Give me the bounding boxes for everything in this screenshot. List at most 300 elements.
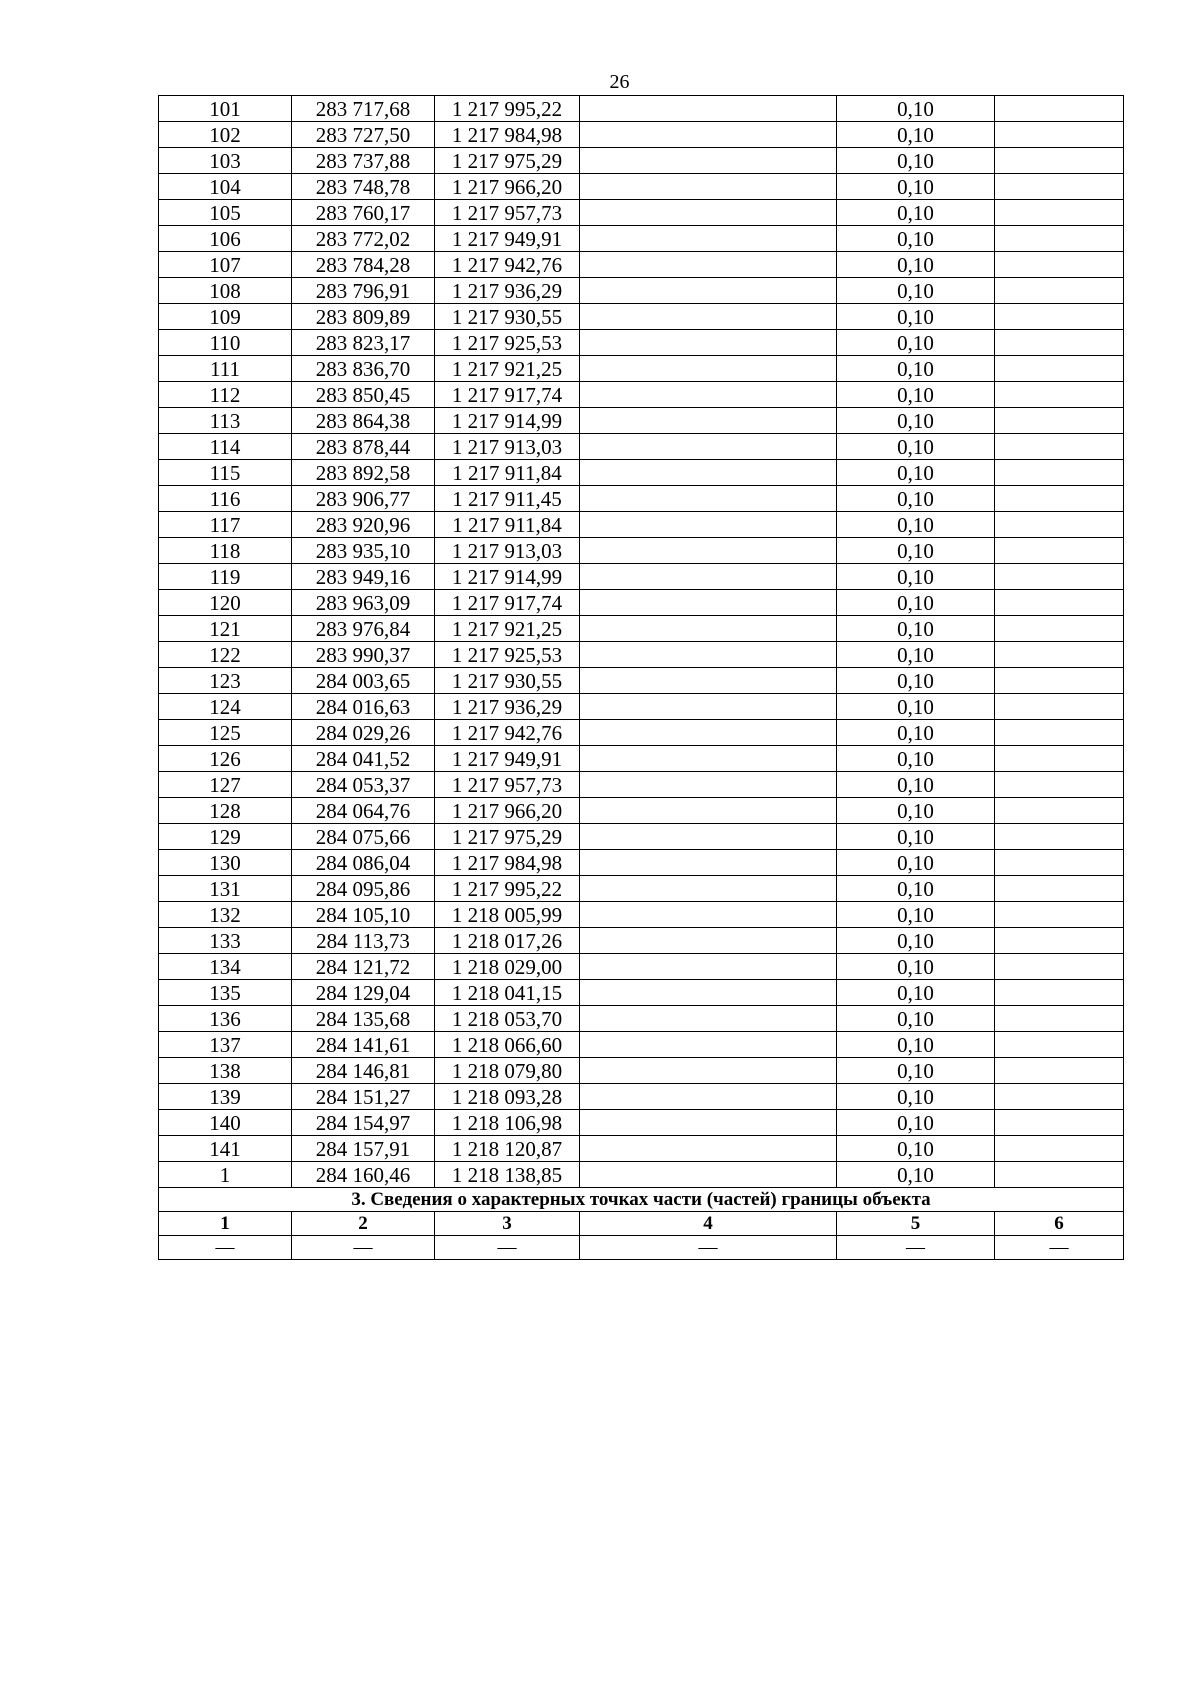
table-row <box>159 330 1124 356</box>
blank-cell <box>995 798 1124 824</box>
point-number-cell: 121 <box>159 616 292 642</box>
blank-cell <box>995 668 1124 694</box>
y-coordinate-cell: 1 217 911,45 <box>435 486 580 512</box>
x-coordinate-cell: 283 760,17 <box>292 200 435 226</box>
header-col-4: 4 <box>580 1212 837 1236</box>
y-coordinate-cell: 1 217 949,91 <box>435 746 580 772</box>
accuracy-cell: 0,10 <box>837 174 995 200</box>
point-number-cell: 138 <box>159 1058 292 1084</box>
blank-cell <box>995 486 1124 512</box>
accuracy-cell: 0,10 <box>837 772 995 798</box>
blank-cell <box>995 1136 1124 1162</box>
table-row <box>159 746 1124 772</box>
blank-cell <box>580 226 837 252</box>
header-col-5: 5 <box>837 1212 995 1236</box>
point-number-cell: 119 <box>159 564 292 590</box>
blank-cell <box>995 148 1124 174</box>
y-coordinate-cell: 1 217 942,76 <box>435 252 580 278</box>
table-row <box>159 980 1124 1006</box>
empty-cell: — <box>580 1236 837 1260</box>
accuracy-cell: 0,10 <box>837 590 995 616</box>
y-coordinate-cell: 1 218 106,98 <box>435 1110 580 1136</box>
blank-cell <box>995 954 1124 980</box>
accuracy-cell: 0,10 <box>837 538 995 564</box>
x-coordinate-cell: 284 129,04 <box>292 980 435 1006</box>
accuracy-cell: 0,10 <box>837 486 995 512</box>
accuracy-cell: 0,10 <box>837 382 995 408</box>
blank-cell <box>580 694 837 720</box>
x-coordinate-cell: 283 717,68 <box>292 96 435 122</box>
point-number-cell: 116 <box>159 486 292 512</box>
x-coordinate-cell: 284 064,76 <box>292 798 435 824</box>
point-number-cell: 134 <box>159 954 292 980</box>
y-coordinate-cell: 1 217 942,76 <box>435 720 580 746</box>
table-row <box>159 850 1124 876</box>
table-row <box>159 278 1124 304</box>
y-coordinate-cell: 1 218 017,26 <box>435 928 580 954</box>
point-number-cell: 102 <box>159 122 292 148</box>
table-row <box>159 434 1124 460</box>
x-coordinate-cell: 283 784,28 <box>292 252 435 278</box>
empty-cell: — <box>159 1236 292 1260</box>
table-row <box>159 772 1124 798</box>
section-3-header-row <box>159 1212 1124 1236</box>
y-coordinate-cell: 1 218 005,99 <box>435 902 580 928</box>
blank-cell <box>580 512 837 538</box>
point-number-cell: 126 <box>159 746 292 772</box>
point-number-cell: 107 <box>159 252 292 278</box>
y-coordinate-cell: 1 217 913,03 <box>435 434 580 460</box>
accuracy-cell: 0,10 <box>837 434 995 460</box>
accuracy-cell: 0,10 <box>837 200 995 226</box>
blank-cell <box>580 122 837 148</box>
table-row <box>159 616 1124 642</box>
accuracy-cell: 0,10 <box>837 1084 995 1110</box>
blank-cell <box>580 382 837 408</box>
table-row <box>159 122 1124 148</box>
point-number-cell: 117 <box>159 512 292 538</box>
x-coordinate-cell: 283 823,17 <box>292 330 435 356</box>
y-coordinate-cell: 1 217 911,84 <box>435 512 580 538</box>
accuracy-cell: 0,10 <box>837 746 995 772</box>
blank-cell <box>580 148 837 174</box>
blank-cell <box>580 252 837 278</box>
blank-cell <box>995 694 1124 720</box>
blank-cell <box>580 928 837 954</box>
y-coordinate-cell: 1 217 930,55 <box>435 668 580 694</box>
y-coordinate-cell: 1 217 911,84 <box>435 460 580 486</box>
blank-cell <box>580 902 837 928</box>
blank-cell <box>995 382 1124 408</box>
blank-cell <box>580 1110 837 1136</box>
blank-cell <box>580 1032 837 1058</box>
accuracy-cell: 0,10 <box>837 824 995 850</box>
x-coordinate-cell: 284 160,46 <box>292 1162 435 1188</box>
x-coordinate-cell: 283 737,88 <box>292 148 435 174</box>
table-row <box>159 408 1124 434</box>
point-number-cell: 124 <box>159 694 292 720</box>
accuracy-cell: 0,10 <box>837 668 995 694</box>
table-row <box>159 1058 1124 1084</box>
point-number-cell: 101 <box>159 96 292 122</box>
y-coordinate-cell: 1 217 925,53 <box>435 330 580 356</box>
blank-cell <box>995 590 1124 616</box>
table-row <box>159 1136 1124 1162</box>
x-coordinate-cell: 283 796,91 <box>292 278 435 304</box>
x-coordinate-cell: 283 963,09 <box>292 590 435 616</box>
blank-cell <box>580 1084 837 1110</box>
accuracy-cell: 0,10 <box>837 902 995 928</box>
blank-cell <box>580 96 837 122</box>
point-number-cell: 140 <box>159 1110 292 1136</box>
y-coordinate-cell: 1 217 917,74 <box>435 382 580 408</box>
blank-cell <box>995 616 1124 642</box>
y-coordinate-cell: 1 217 957,73 <box>435 772 580 798</box>
y-coordinate-cell: 1 217 921,25 <box>435 356 580 382</box>
accuracy-cell: 0,10 <box>837 1058 995 1084</box>
table-row <box>159 564 1124 590</box>
accuracy-cell: 0,10 <box>837 850 995 876</box>
x-coordinate-cell: 284 154,97 <box>292 1110 435 1136</box>
table-row <box>159 590 1124 616</box>
table-row <box>159 1006 1124 1032</box>
x-coordinate-cell: 283 935,10 <box>292 538 435 564</box>
blank-cell <box>995 850 1124 876</box>
table-row <box>159 486 1124 512</box>
table-row <box>159 668 1124 694</box>
blank-cell <box>995 96 1124 122</box>
x-coordinate-cell: 284 075,66 <box>292 824 435 850</box>
x-coordinate-cell: 284 053,37 <box>292 772 435 798</box>
blank-cell <box>580 1136 837 1162</box>
point-number-cell: 127 <box>159 772 292 798</box>
point-number-cell: 129 <box>159 824 292 850</box>
y-coordinate-cell: 1 218 079,80 <box>435 1058 580 1084</box>
empty-cell: — <box>292 1236 435 1260</box>
accuracy-cell: 0,10 <box>837 460 995 486</box>
blank-cell <box>995 1032 1124 1058</box>
blank-cell <box>580 1058 837 1084</box>
y-coordinate-cell: 1 218 138,85 <box>435 1162 580 1188</box>
y-coordinate-cell: 1 217 913,03 <box>435 538 580 564</box>
x-coordinate-cell: 283 850,45 <box>292 382 435 408</box>
x-coordinate-cell: 284 003,65 <box>292 668 435 694</box>
blank-cell <box>995 408 1124 434</box>
y-coordinate-cell: 1 217 975,29 <box>435 148 580 174</box>
y-coordinate-cell: 1 218 120,87 <box>435 1136 580 1162</box>
y-coordinate-cell: 1 217 930,55 <box>435 304 580 330</box>
blank-cell <box>995 980 1124 1006</box>
point-number-cell: 105 <box>159 200 292 226</box>
table-row <box>159 902 1124 928</box>
y-coordinate-cell: 1 218 029,00 <box>435 954 580 980</box>
point-number-cell: 108 <box>159 278 292 304</box>
accuracy-cell: 0,10 <box>837 330 995 356</box>
blank-cell <box>580 408 837 434</box>
blank-cell <box>995 174 1124 200</box>
x-coordinate-cell: 283 990,37 <box>292 642 435 668</box>
x-coordinate-cell: 283 727,50 <box>292 122 435 148</box>
accuracy-cell: 0,10 <box>837 1006 995 1032</box>
blank-cell <box>995 330 1124 356</box>
y-coordinate-cell: 1 217 925,53 <box>435 642 580 668</box>
x-coordinate-cell: 284 146,81 <box>292 1058 435 1084</box>
y-coordinate-cell: 1 217 957,73 <box>435 200 580 226</box>
y-coordinate-cell: 1 217 921,25 <box>435 616 580 642</box>
x-coordinate-cell: 284 141,61 <box>292 1032 435 1058</box>
accuracy-cell: 0,10 <box>837 408 995 434</box>
blank-cell <box>995 1058 1124 1084</box>
table-row <box>159 460 1124 486</box>
x-coordinate-cell: 284 121,72 <box>292 954 435 980</box>
x-coordinate-cell: 284 095,86 <box>292 876 435 902</box>
blank-cell <box>995 538 1124 564</box>
accuracy-cell: 0,10 <box>837 694 995 720</box>
blank-cell <box>580 1162 837 1188</box>
table-row <box>159 876 1124 902</box>
blank-cell <box>580 304 837 330</box>
y-coordinate-cell: 1 217 966,20 <box>435 174 580 200</box>
table-row <box>159 512 1124 538</box>
blank-cell <box>580 772 837 798</box>
blank-cell <box>580 330 837 356</box>
accuracy-cell: 0,10 <box>837 512 995 538</box>
point-number-cell: 125 <box>159 720 292 746</box>
blank-cell <box>580 486 837 512</box>
blank-cell <box>580 460 837 486</box>
blank-cell <box>995 1162 1124 1188</box>
accuracy-cell: 0,10 <box>837 980 995 1006</box>
blank-cell <box>995 122 1124 148</box>
blank-cell <box>995 226 1124 252</box>
table-row <box>159 954 1124 980</box>
y-coordinate-cell: 1 218 093,28 <box>435 1084 580 1110</box>
blank-cell <box>995 434 1124 460</box>
point-number-cell: 133 <box>159 928 292 954</box>
y-coordinate-cell: 1 217 966,20 <box>435 798 580 824</box>
y-coordinate-cell: 1 217 995,22 <box>435 876 580 902</box>
y-coordinate-cell: 1 217 936,29 <box>435 694 580 720</box>
x-coordinate-cell: 284 151,27 <box>292 1084 435 1110</box>
point-number-cell: 136 <box>159 1006 292 1032</box>
accuracy-cell: 0,10 <box>837 356 995 382</box>
blank-cell <box>580 590 837 616</box>
blank-cell <box>995 928 1124 954</box>
blank-cell <box>995 1110 1124 1136</box>
section-3-empty-row <box>159 1236 1124 1260</box>
point-number-cell: 123 <box>159 668 292 694</box>
blank-cell <box>580 356 837 382</box>
table-row <box>159 96 1124 122</box>
point-number-cell: 103 <box>159 148 292 174</box>
blank-cell <box>995 460 1124 486</box>
blank-cell <box>995 720 1124 746</box>
points-body <box>159 96 1124 1188</box>
blank-cell <box>995 304 1124 330</box>
x-coordinate-cell: 283 976,84 <box>292 616 435 642</box>
section-3-body <box>159 1188 1124 1260</box>
table-row <box>159 174 1124 200</box>
header-col-6: 6 <box>995 1212 1124 1236</box>
accuracy-cell: 0,10 <box>837 642 995 668</box>
blank-cell <box>580 746 837 772</box>
header-col-1: 1 <box>159 1212 292 1236</box>
table-row <box>159 226 1124 252</box>
accuracy-cell: 0,10 <box>837 1110 995 1136</box>
table-row <box>159 694 1124 720</box>
point-number-cell: 112 <box>159 382 292 408</box>
blank-cell <box>995 746 1124 772</box>
x-coordinate-cell: 284 105,10 <box>292 902 435 928</box>
empty-cell: — <box>995 1236 1124 1260</box>
blank-cell <box>995 252 1124 278</box>
empty-cell: — <box>837 1236 995 1260</box>
accuracy-cell: 0,10 <box>837 148 995 174</box>
accuracy-cell: 0,10 <box>837 954 995 980</box>
blank-cell <box>580 174 837 200</box>
x-coordinate-cell: 283 836,70 <box>292 356 435 382</box>
table-row <box>159 382 1124 408</box>
point-number-cell: 113 <box>159 408 292 434</box>
section-3-title-row <box>159 1188 1124 1212</box>
point-number-cell: 109 <box>159 304 292 330</box>
point-number-cell: 131 <box>159 876 292 902</box>
table-row <box>159 538 1124 564</box>
accuracy-cell: 0,10 <box>837 1032 995 1058</box>
y-coordinate-cell: 1 217 917,74 <box>435 590 580 616</box>
accuracy-cell: 0,10 <box>837 122 995 148</box>
coordinates-table <box>158 95 1124 1260</box>
accuracy-cell: 0,10 <box>837 564 995 590</box>
x-coordinate-cell: 284 029,26 <box>292 720 435 746</box>
page-number: 26 <box>609 71 630 93</box>
blank-cell <box>995 278 1124 304</box>
blank-cell <box>580 668 837 694</box>
point-number-cell: 141 <box>159 1136 292 1162</box>
blank-cell <box>580 798 837 824</box>
header-col-3: 3 <box>435 1212 580 1236</box>
point-number-cell: 118 <box>159 538 292 564</box>
x-coordinate-cell: 283 920,96 <box>292 512 435 538</box>
blank-cell <box>995 512 1124 538</box>
point-number-cell: 104 <box>159 174 292 200</box>
blank-cell <box>995 356 1124 382</box>
accuracy-cell: 0,10 <box>837 226 995 252</box>
x-coordinate-cell: 283 748,78 <box>292 174 435 200</box>
accuracy-cell: 0,10 <box>837 1162 995 1188</box>
blank-cell <box>580 642 837 668</box>
point-number-cell: 135 <box>159 980 292 1006</box>
table-row <box>159 642 1124 668</box>
x-coordinate-cell: 284 157,91 <box>292 1136 435 1162</box>
blank-cell <box>580 434 837 460</box>
x-coordinate-cell: 283 878,44 <box>292 434 435 460</box>
x-coordinate-cell: 283 906,77 <box>292 486 435 512</box>
accuracy-cell: 0,10 <box>837 96 995 122</box>
section-3-title: 3. Сведения о характерных точках части (частей) границы объекта <box>159 1188 1124 1212</box>
x-coordinate-cell: 283 864,38 <box>292 408 435 434</box>
blank-cell <box>995 876 1124 902</box>
blank-cell <box>580 850 837 876</box>
blank-cell <box>995 1084 1124 1110</box>
header-col-2: 2 <box>292 1212 435 1236</box>
point-number-cell: 122 <box>159 642 292 668</box>
blank-cell <box>580 538 837 564</box>
accuracy-cell: 0,10 <box>837 252 995 278</box>
point-number-cell: 111 <box>159 356 292 382</box>
point-number-cell: 106 <box>159 226 292 252</box>
y-coordinate-cell: 1 217 995,22 <box>435 96 580 122</box>
y-coordinate-cell: 1 217 984,98 <box>435 850 580 876</box>
blank-cell <box>580 200 837 226</box>
point-number-cell: 115 <box>159 460 292 486</box>
table-row <box>159 252 1124 278</box>
table-row <box>159 148 1124 174</box>
point-number-cell: 1 <box>159 1162 292 1188</box>
blank-cell <box>580 954 837 980</box>
blank-cell <box>580 980 837 1006</box>
table-row <box>159 1032 1124 1058</box>
x-coordinate-cell: 283 809,89 <box>292 304 435 330</box>
blank-cell <box>995 902 1124 928</box>
y-coordinate-cell: 1 217 914,99 <box>435 564 580 590</box>
blank-cell <box>580 564 837 590</box>
accuracy-cell: 0,10 <box>837 928 995 954</box>
blank-cell <box>995 564 1124 590</box>
point-number-cell: 120 <box>159 590 292 616</box>
blank-cell <box>995 1006 1124 1032</box>
accuracy-cell: 0,10 <box>837 278 995 304</box>
table-row <box>159 824 1124 850</box>
point-number-cell: 114 <box>159 434 292 460</box>
x-coordinate-cell: 284 135,68 <box>292 1006 435 1032</box>
y-coordinate-cell: 1 218 041,15 <box>435 980 580 1006</box>
blank-cell <box>580 616 837 642</box>
accuracy-cell: 0,10 <box>837 304 995 330</box>
blank-cell <box>995 200 1124 226</box>
blank-cell <box>995 642 1124 668</box>
table-row <box>159 928 1124 954</box>
accuracy-cell: 0,10 <box>837 1136 995 1162</box>
y-coordinate-cell: 1 217 984,98 <box>435 122 580 148</box>
blank-cell <box>995 772 1124 798</box>
table-row <box>159 1162 1124 1188</box>
point-number-cell: 139 <box>159 1084 292 1110</box>
blank-cell <box>580 824 837 850</box>
y-coordinate-cell: 1 217 914,99 <box>435 408 580 434</box>
table-row <box>159 356 1124 382</box>
table-row <box>159 304 1124 330</box>
point-number-cell: 132 <box>159 902 292 928</box>
x-coordinate-cell: 284 041,52 <box>292 746 435 772</box>
x-coordinate-cell: 283 772,02 <box>292 226 435 252</box>
blank-cell <box>580 876 837 902</box>
accuracy-cell: 0,10 <box>837 720 995 746</box>
accuracy-cell: 0,10 <box>837 876 995 902</box>
x-coordinate-cell: 284 113,73 <box>292 928 435 954</box>
y-coordinate-cell: 1 217 949,91 <box>435 226 580 252</box>
table-row <box>159 1110 1124 1136</box>
blank-cell <box>580 278 837 304</box>
accuracy-cell: 0,10 <box>837 798 995 824</box>
point-number-cell: 130 <box>159 850 292 876</box>
table-row <box>159 798 1124 824</box>
y-coordinate-cell: 1 217 936,29 <box>435 278 580 304</box>
table-row <box>159 720 1124 746</box>
y-coordinate-cell: 1 218 053,70 <box>435 1006 580 1032</box>
x-coordinate-cell: 283 892,58 <box>292 460 435 486</box>
blank-cell <box>995 824 1124 850</box>
